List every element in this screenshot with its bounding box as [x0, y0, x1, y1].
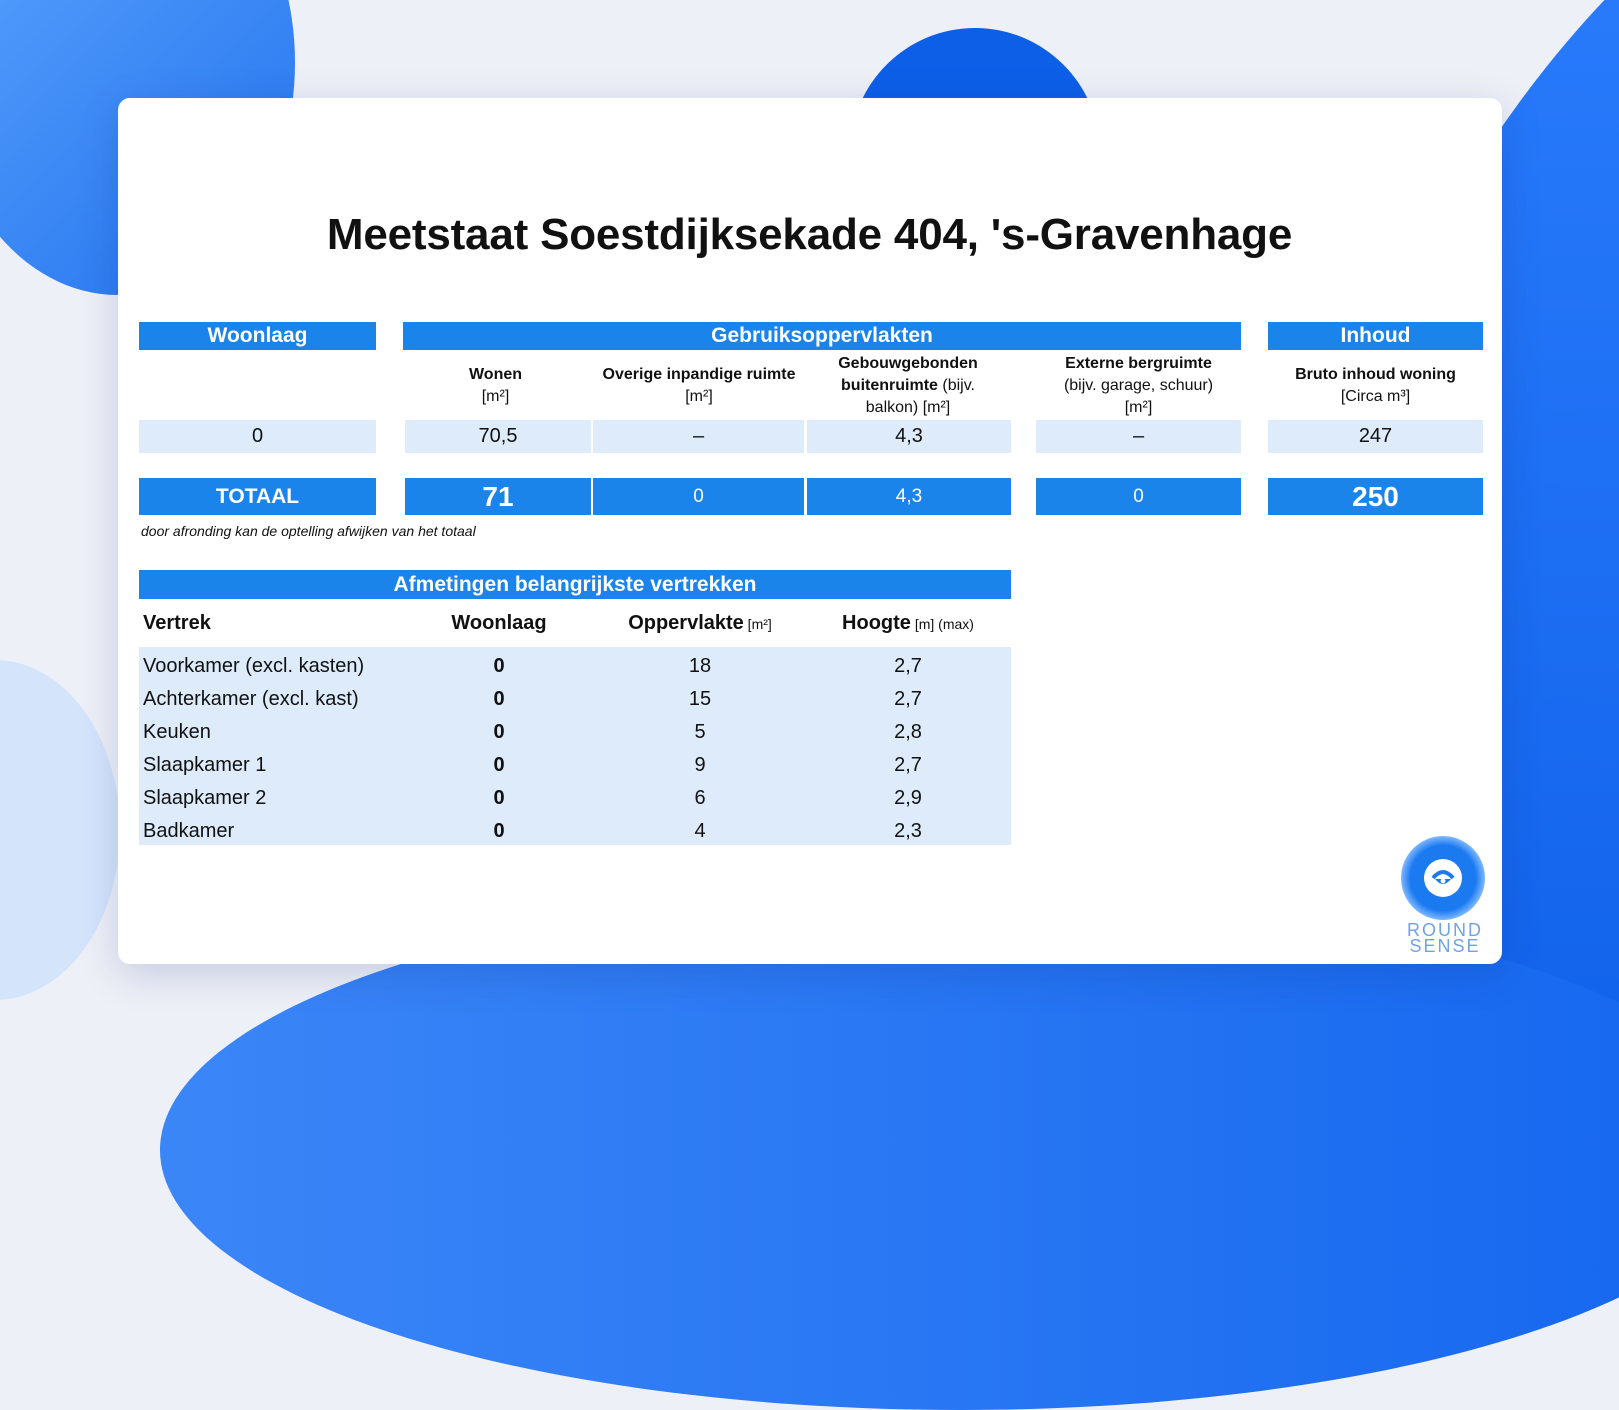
totaal-bruto: 250 — [1268, 478, 1483, 515]
logo-wordmark: ROUND SENSE — [1407, 920, 1483, 956]
header-gebruiksoppervlakten: Gebruiksoppervlakten — [403, 322, 1241, 350]
room-name: Keuken — [143, 721, 211, 743]
row0-wonen: 70,5 — [405, 420, 591, 453]
header-inhoud: Inhoud — [1268, 322, 1483, 350]
room-oppervlakte: 9 — [694, 754, 706, 776]
row0-extern: – — [1036, 420, 1241, 453]
totaal-wonen: 71 — [405, 478, 591, 515]
table-row — [139, 716, 1011, 749]
background-shape — [160, 890, 1619, 1410]
rooms-col-oppervlakte: Oppervlakte [m²] — [628, 612, 772, 634]
row0-woonlaag: 0 — [139, 420, 376, 453]
room-oppervlakte: 18 — [688, 655, 712, 677]
rounding-note: door afronding kan de optelling afwijken van het totaal — [141, 523, 476, 539]
rooms-col-vertrek: Vertrek — [143, 612, 211, 634]
col-bruto-inhoud: Bruto inhoud woning [Circa m³] — [1295, 366, 1456, 405]
background-shape — [0, 660, 120, 1000]
room-name: Slaapkamer 1 — [143, 754, 267, 776]
room-oppervlakte: 4 — [694, 820, 706, 842]
room-oppervlakte: 6 — [694, 787, 706, 809]
room-woonlaag: 0 — [493, 721, 505, 743]
room-woonlaag: 0 — [493, 688, 505, 710]
table-row — [139, 782, 1011, 815]
room-hoogte: 2,7 — [894, 655, 922, 677]
room-woonlaag: 0 — [493, 754, 505, 776]
room-name: Achterkamer (excl. kast) — [143, 688, 359, 710]
room-name: Slaapkamer 2 — [143, 787, 267, 809]
room-hoogte: 2,8 — [894, 721, 922, 743]
rooms-col-woonlaag: Woonlaag — [451, 612, 547, 634]
col-externe-bergruimte: Externe bergruimte (bijv. garage, schuur) [m²] — [1063, 355, 1214, 416]
row0-gebouwgebonden: 4,3 — [807, 420, 1011, 453]
room-oppervlakte: 15 — [688, 688, 712, 710]
room-woonlaag: 0 — [493, 787, 505, 809]
room-woonlaag: 0 — [493, 820, 505, 842]
col-wonen: Wonen [m²] — [468, 366, 523, 405]
table-row — [139, 683, 1011, 716]
room-hoogte: 2,7 — [894, 754, 922, 776]
table-row — [139, 650, 1011, 683]
col-gebouwgebonden: Gebouwgebonden buitenruimte (bijv. balkon) [m²] — [838, 355, 978, 416]
totaal-overige: 0 — [593, 478, 804, 515]
room-oppervlakte: 5 — [694, 721, 706, 743]
totaal-gebouwgebonden: 4,3 — [807, 478, 1011, 515]
totaal-extern: 0 — [1036, 478, 1241, 515]
room-woonlaag: 0 — [493, 655, 505, 677]
rooms-col-hoogte: Hoogte [m] (max) — [842, 612, 974, 634]
room-name: Voorkamer (excl. kasten) — [143, 655, 365, 677]
table-row — [139, 815, 1011, 848]
col-overige: Overige inpandige ruimte [m²] — [602, 366, 796, 405]
row0-bruto: 247 — [1268, 420, 1483, 453]
roundsense-logo — [1401, 836, 1485, 920]
room-hoogte: 2,9 — [894, 787, 922, 809]
table-row — [139, 749, 1011, 782]
totaal-label: TOTAAL — [139, 478, 376, 515]
header-woonlaag: Woonlaag — [139, 322, 376, 350]
room-hoogte: 2,3 — [894, 820, 922, 842]
eye-icon — [1424, 859, 1462, 897]
room-name: Badkamer — [143, 820, 235, 842]
rooms-header: Afmetingen belangrijkste vertrekken — [139, 570, 1011, 599]
row0-overige: – — [593, 420, 804, 453]
page-title: Meetstaat Soestdijksekade 404, 's-Gravenhage — [326, 210, 1293, 259]
room-hoogte: 2,7 — [894, 688, 922, 710]
